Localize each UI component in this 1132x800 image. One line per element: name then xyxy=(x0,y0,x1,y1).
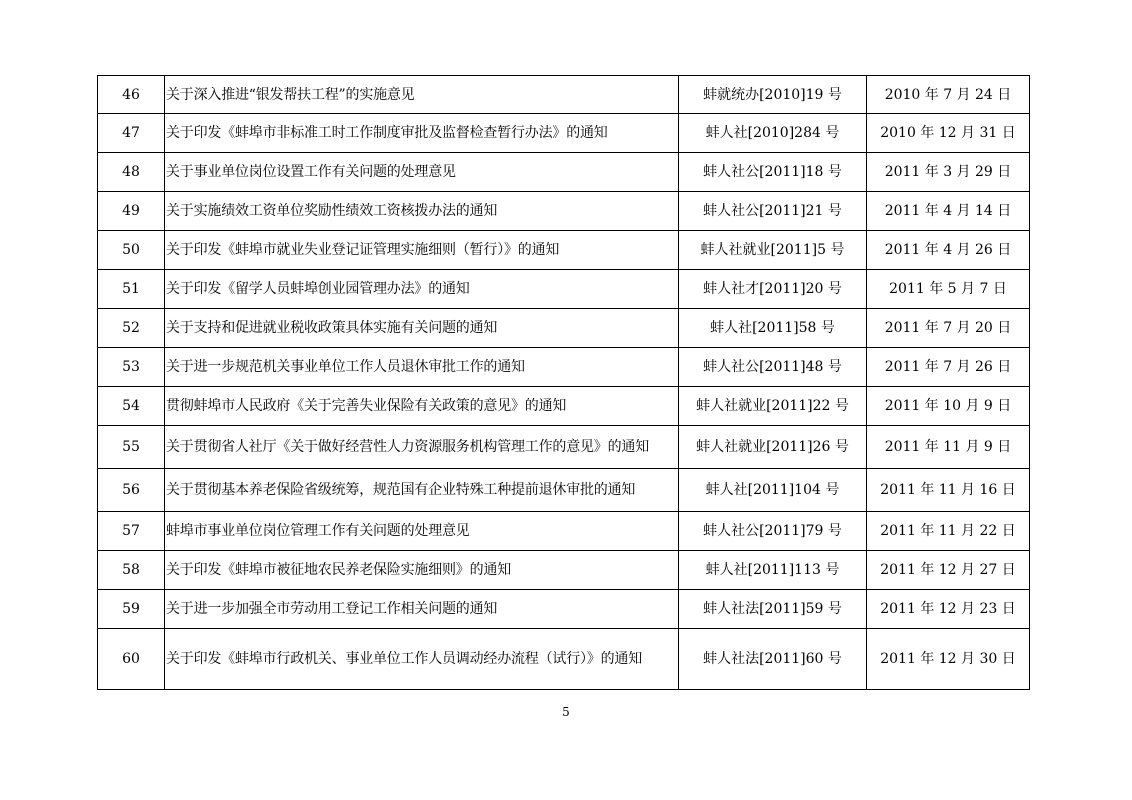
table-row xyxy=(98,270,1030,309)
issue-date: 2011 年 12 月 27 日 xyxy=(867,551,1030,590)
table-row xyxy=(98,629,1030,690)
issue-date: 2011 年 4 月 26 日 xyxy=(867,231,1030,270)
table-row xyxy=(98,512,1030,551)
document-title: 关于事业单位岗位设置工作有关问题的处理意见 xyxy=(165,153,679,192)
document-number: 蚌人社就业[2011]26 号 xyxy=(679,426,867,469)
table-row xyxy=(98,231,1030,270)
table-row xyxy=(98,114,1030,153)
document-table-body xyxy=(98,76,1030,690)
document-title: 关于印发《蚌埠市非标准工时工作制度审批及监督检查暂行办法》的通知 xyxy=(165,114,679,153)
issue-date: 2011 年 12 月 30 日 xyxy=(867,629,1030,690)
row-number: 57 xyxy=(98,512,165,551)
issue-date: 2010 年 7 月 24 日 xyxy=(867,76,1030,114)
row-number: 52 xyxy=(98,309,165,348)
issue-date: 2011 年 7 月 26 日 xyxy=(867,348,1030,387)
table-row xyxy=(98,192,1030,231)
row-number: 53 xyxy=(98,348,165,387)
row-number: 46 xyxy=(98,76,165,114)
issue-date: 2011 年 3 月 29 日 xyxy=(867,153,1030,192)
document-number: 蚌人社法[2011]60 号 xyxy=(679,629,867,690)
document-title: 蚌埠市事业单位岗位管理工作有关问题的处理意见 xyxy=(165,512,679,551)
row-number: 56 xyxy=(98,469,165,512)
document-number: 蚌人社[2011]104 号 xyxy=(679,469,867,512)
row-number: 59 xyxy=(98,590,165,629)
document-number: 蚌人社公[2011]18 号 xyxy=(679,153,867,192)
document-number: 蚌人社[2011]113 号 xyxy=(679,551,867,590)
document-number: 蚌人社就业[2011]22 号 xyxy=(679,387,867,426)
document-title: 关于深入推进“银发帮扶工程”的实施意见 xyxy=(165,76,679,114)
table-row xyxy=(98,348,1030,387)
table-row xyxy=(98,551,1030,590)
table-row xyxy=(98,590,1030,629)
issue-date: 2011 年 4 月 14 日 xyxy=(867,192,1030,231)
row-number: 51 xyxy=(98,270,165,309)
document-title: 关于印发《蚌埠市被征地农民养老保险实施细则》的通知 xyxy=(165,551,679,590)
document-number: 蚌人社公[2011]21 号 xyxy=(679,192,867,231)
row-number: 47 xyxy=(98,114,165,153)
document-number: 蚌人社法[2011]59 号 xyxy=(679,590,867,629)
table-row xyxy=(98,469,1030,512)
document-table xyxy=(97,75,1030,690)
table-row xyxy=(98,309,1030,348)
document-number: 蚌就统办[2010]19 号 xyxy=(679,76,867,114)
issue-date: 2011 年 5 月 7 日 xyxy=(867,270,1030,309)
document-title: 关于进一步规范机关事业单位工作人员退休审批工作的通知 xyxy=(165,348,679,387)
document-number: 蚌人社就业[2011]5 号 xyxy=(679,231,867,270)
table-row xyxy=(98,426,1030,469)
issue-date: 2011 年 11 月 22 日 xyxy=(867,512,1030,551)
document-title: 关于印发《蚌埠市就业失业登记证管理实施细则（暂行）》的通知 xyxy=(165,231,679,270)
document-number: 蚌人社公[2011]79 号 xyxy=(679,512,867,551)
table-row xyxy=(98,76,1030,114)
issue-date: 2011 年 7 月 20 日 xyxy=(867,309,1030,348)
document-number: 蚌人社[2010]284 号 xyxy=(679,114,867,153)
document-title: 关于支持和促进就业税收政策具体实施有关问题的通知 xyxy=(165,309,679,348)
page-number: 5 xyxy=(562,705,570,719)
document-number: 蚌人社才[2011]20 号 xyxy=(679,270,867,309)
document-number: 蚌人社[2011]58 号 xyxy=(679,309,867,348)
row-number: 55 xyxy=(98,426,165,469)
row-number: 60 xyxy=(98,629,165,690)
issue-date: 2010 年 12 月 31 日 xyxy=(867,114,1030,153)
issue-date: 2011 年 11 月 9 日 xyxy=(867,426,1030,469)
row-number: 48 xyxy=(98,153,165,192)
table-row xyxy=(98,153,1030,192)
issue-date: 2011 年 12 月 23 日 xyxy=(867,590,1030,629)
document-title: 关于进一步加强全市劳动用工登记工作相关问题的通知 xyxy=(165,590,679,629)
document-title: 贯彻蚌埠市人民政府《关于完善失业保险有关政策的意见》的通知 xyxy=(165,387,679,426)
document-number: 蚌人社公[2011]48 号 xyxy=(679,348,867,387)
issue-date: 2011 年 10 月 9 日 xyxy=(867,387,1030,426)
row-number: 58 xyxy=(98,551,165,590)
document-title: 关于贯彻基本养老保险省级统筹，规范国有企业特殊工种提前退休审批的通知 xyxy=(165,469,679,512)
issue-date: 2011 年 11 月 16 日 xyxy=(867,469,1030,512)
document-title: 关于印发《留学人员蚌埠创业园管理办法》的通知 xyxy=(165,270,679,309)
row-number: 49 xyxy=(98,192,165,231)
document-title: 关于实施绩效工资单位奖励性绩效工资核拨办法的通知 xyxy=(165,192,679,231)
document-title: 关于印发《蚌埠市行政机关、事业单位工作人员调动经办流程（试行）》的通知 xyxy=(165,629,679,690)
document-title: 关于贯彻省人社厅《关于做好经营性人力资源服务机构管理工作的意见》的通知 xyxy=(165,426,679,469)
table-row xyxy=(98,387,1030,426)
row-number: 54 xyxy=(98,387,165,426)
row-number: 50 xyxy=(98,231,165,270)
